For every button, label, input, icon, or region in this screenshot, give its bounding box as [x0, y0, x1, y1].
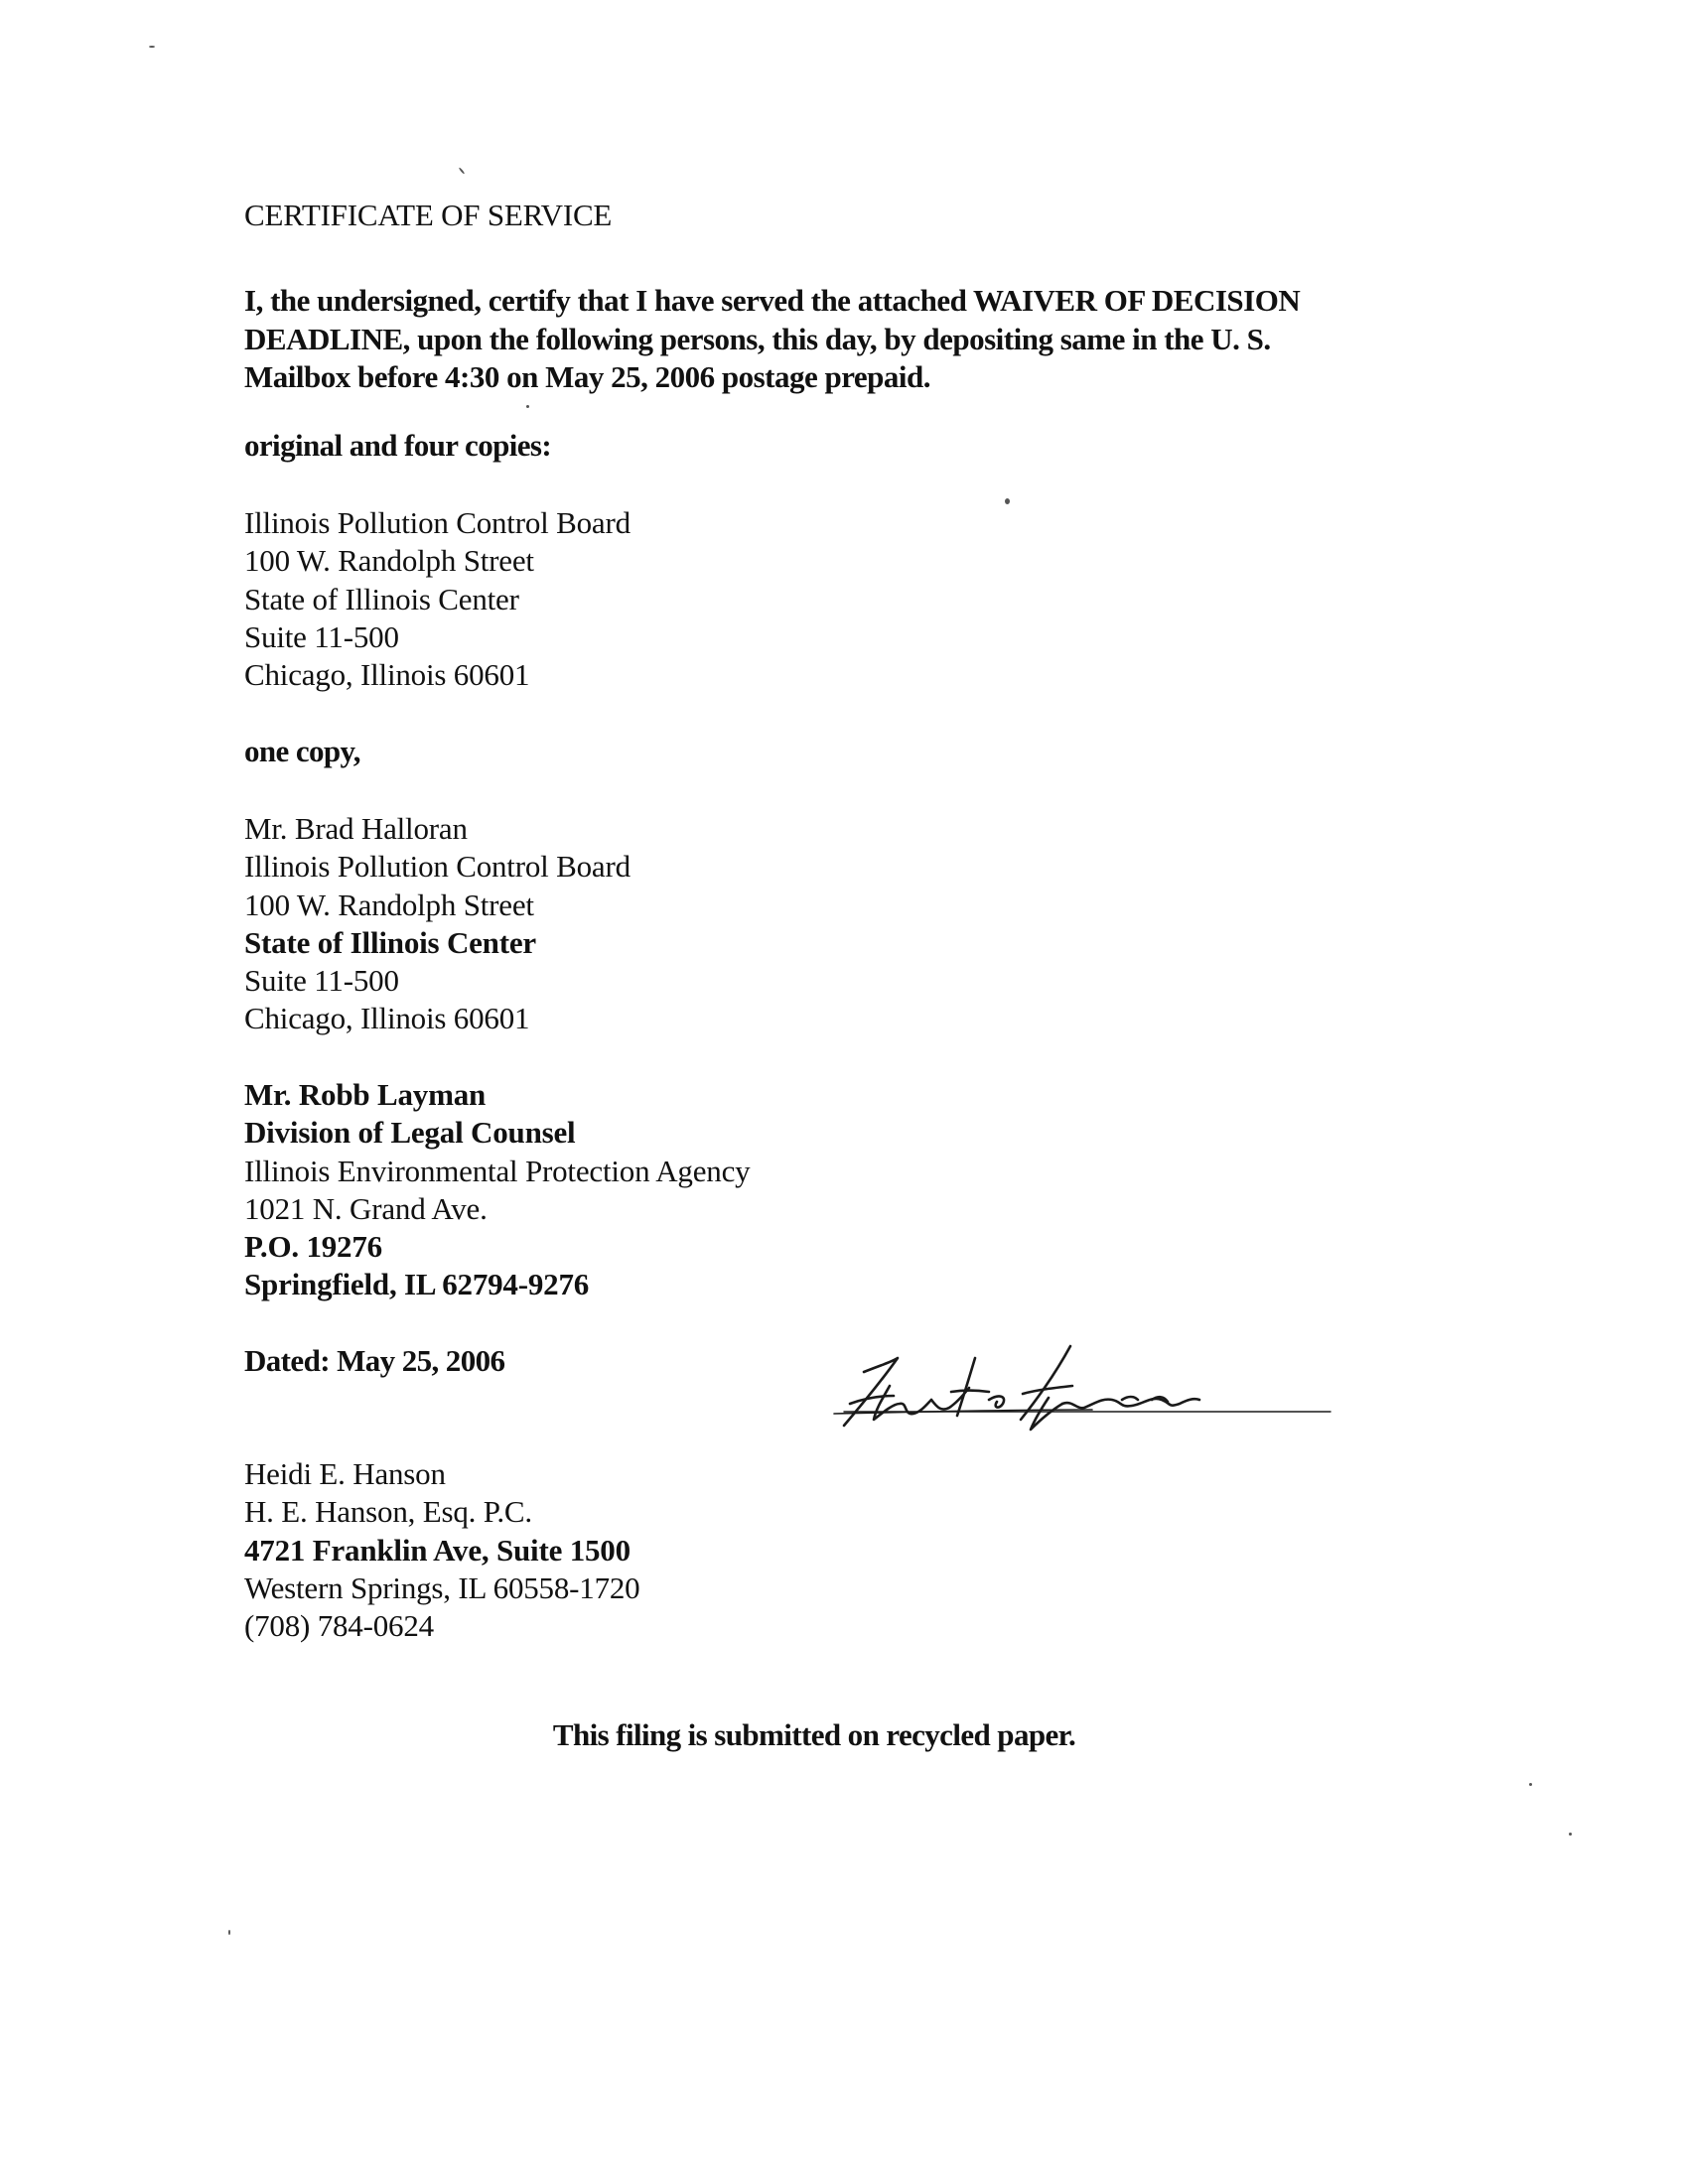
address-line: Illinois Environmental Protection Agency: [244, 1153, 751, 1188]
address-line: 100 W. Randolph Street: [244, 887, 534, 922]
signer-phone: (708) 784-0624: [244, 1608, 434, 1644]
address-line: Division of Legal Counsel: [244, 1115, 576, 1151]
certification-line-2: DEADLINE, upon the following persons, this day, by depositing same in the U. S.: [244, 321, 1271, 356]
address-line: Springfield, IL 62794-9276: [244, 1267, 590, 1302]
address-line: 1021 N. Grand Ave.: [244, 1190, 488, 1226]
dated-line: Dated: May 25, 2006: [244, 1343, 505, 1378]
address-line: P.O. 19276: [244, 1229, 382, 1265]
original-copies-label: original and four copies:: [244, 428, 552, 463]
document-title: CERTIFICATE OF SERVICE: [244, 198, 613, 232]
certification-line-3: Mailbox before 4:30 on May 25, 2006 postage prepaid.: [244, 359, 931, 394]
address-line: Illinois Pollution Control Board: [244, 849, 631, 885]
scan-speck: [526, 405, 529, 408]
address-line: Mr. Robb Layman: [244, 1077, 487, 1112]
handwritten-signature: [824, 1338, 1340, 1437]
signer-firm: H. E. Hanson, Esq. P.C.: [244, 1494, 532, 1530]
scan-speck: [1569, 1833, 1572, 1836]
recipient-board-address: [244, 504, 631, 694]
scan-speck: [1529, 1783, 1532, 1786]
address-line: Mr. Brad Halloran: [244, 811, 468, 846]
address-line: 100 W. Randolph Street: [244, 543, 534, 579]
address-line: Suite 11-500: [244, 618, 399, 654]
recipient-halloran-address: [244, 810, 631, 1038]
scan-speck: [1005, 498, 1010, 504]
address-line: Illinois Pollution Control Board: [244, 505, 631, 540]
address-line: State of Illinois Center: [244, 924, 536, 960]
scan-speck: [459, 167, 466, 174]
address-line: Chicago, Illinois 60601: [244, 657, 530, 693]
recipient-layman-address: [244, 1076, 750, 1304]
signer-name: Heidi E. Hanson: [244, 1456, 446, 1491]
signer-block: [244, 1455, 639, 1645]
address-line: Chicago, Illinois 60601: [244, 1001, 530, 1036]
signer-city: Western Springs, IL 60558-1720: [244, 1570, 640, 1605]
scan-speck: [228, 1930, 230, 1935]
address-line: State of Illinois Center: [244, 581, 519, 616]
address-line: Suite 11-500: [244, 963, 399, 999]
one-copy-label: one copy,: [244, 734, 360, 768]
certification-paragraph: [244, 282, 1300, 397]
signer-street: 4721 Franklin Ave, Suite 1500: [244, 1532, 631, 1568]
scan-speck: [149, 46, 155, 48]
certification-line-1: I, the undersigned, certify that I have served the attached WAIVER OF DECISION: [244, 283, 1301, 318]
recycled-paper-note: This filing is submitted on recycled paper.: [552, 1717, 1076, 1752]
